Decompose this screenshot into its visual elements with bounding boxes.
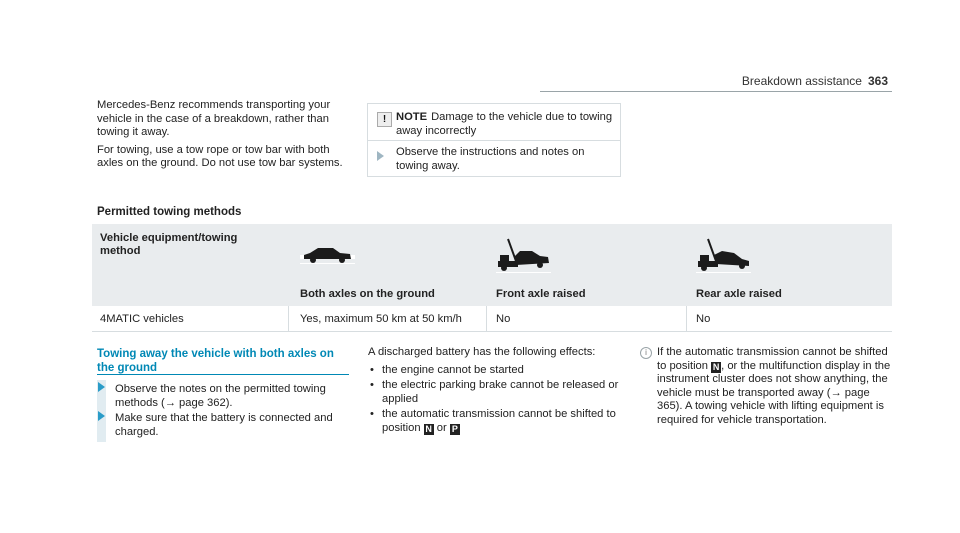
gear-n-key: N xyxy=(712,361,720,372)
info-block xyxy=(640,346,892,428)
tow-step-2 xyxy=(97,412,349,442)
column-both-axles: Both axles on the ground xyxy=(300,288,435,300)
column-label: Vehicle equipment/towing method xyxy=(100,232,238,257)
info-text xyxy=(657,346,892,428)
cell-rear-raised: No xyxy=(696,313,711,325)
tow-step-1-text: Observe the notes on the permitted towing methods (→ page 362). xyxy=(115,383,326,409)
step-bar xyxy=(97,409,106,442)
page-number: 363 xyxy=(867,74,888,88)
battery-effects xyxy=(368,346,626,438)
list-item xyxy=(368,364,626,378)
cell-front-raised: No xyxy=(496,313,511,325)
arrow-right-icon xyxy=(98,382,105,392)
tow-step-2-text: Make sure that the battery is connected and charged. xyxy=(115,412,333,438)
intro-paragraph-2: For towing, use a tow rope or tow bar with both axles on the ground. Do not use tow bar systems. xyxy=(97,143,343,170)
info-text-pre: If the automatic transmission cannot be shifted to position xyxy=(657,346,888,372)
table-row xyxy=(92,306,892,332)
towing-methods-table xyxy=(92,224,892,331)
column-front-raised: Front axle raised xyxy=(496,288,586,300)
list-item xyxy=(368,408,626,435)
column-divider xyxy=(288,306,289,331)
intro-text xyxy=(97,99,352,175)
list-item-text: the engine cannot be started xyxy=(382,363,524,376)
tow-section-title: Towing away the vehicle with both axles on the ground xyxy=(97,348,334,374)
list-item-text: the electric parking brake cannot be released or applied xyxy=(382,379,619,405)
car-both-axles-icon xyxy=(300,231,355,281)
arrow-right-icon xyxy=(98,411,105,421)
cell-both-axles: Yes, maximum 50 km at 50 km/h xyxy=(300,313,462,325)
gear-p-key: P xyxy=(451,423,458,434)
key-or-text: or xyxy=(436,421,447,434)
arrow-right-icon xyxy=(377,151,384,161)
column-rear-raised: Rear axle raised xyxy=(696,288,782,300)
gear-n-key: N xyxy=(425,423,432,434)
battery-intro: A discharged battery has the following effects: xyxy=(368,346,596,358)
warning-icon: ! xyxy=(377,112,392,127)
tow-step-1 xyxy=(97,383,349,413)
battery-effects-list xyxy=(368,364,626,436)
permitted-towing-title: Permitted towing methods xyxy=(97,206,242,218)
column-divider xyxy=(486,306,487,331)
intro-paragraph-1: Mercedes-Benz recommends transporting your vehicle in the case of a breakdown, rather than towing it away. xyxy=(97,99,331,139)
info-text-post: , or the multifunction display in the instrument cluster does not show anything, the vehicle must be transported away (→ page 365). A towing vehicle with lifting equipment is required for vehicle transportation. xyxy=(657,359,891,426)
column-divider xyxy=(686,306,687,331)
header-divider xyxy=(540,91,892,92)
note-header xyxy=(368,104,620,141)
note-label: NOTE xyxy=(396,111,428,123)
row-label: 4MATIC vehicles xyxy=(100,313,184,325)
note-box xyxy=(367,103,621,177)
tow-section-divider xyxy=(97,374,349,375)
list-item xyxy=(368,379,626,406)
note-text xyxy=(396,111,614,138)
table-header xyxy=(92,224,892,306)
info-icon: i xyxy=(640,347,652,359)
note-message: Damage to the vehicle due to towing away incorrectly xyxy=(396,111,613,137)
page-header xyxy=(742,74,888,88)
note-action xyxy=(368,141,620,176)
truck-front-raised-icon xyxy=(496,231,551,281)
note-action-text: Observe the instructions and notes on towing away. xyxy=(396,146,585,172)
list-item-text: the automatic transmission cannot be shifted to position xyxy=(382,408,616,434)
truck-rear-raised-icon xyxy=(696,231,751,281)
section-title: Breakdown assistance xyxy=(741,74,862,88)
